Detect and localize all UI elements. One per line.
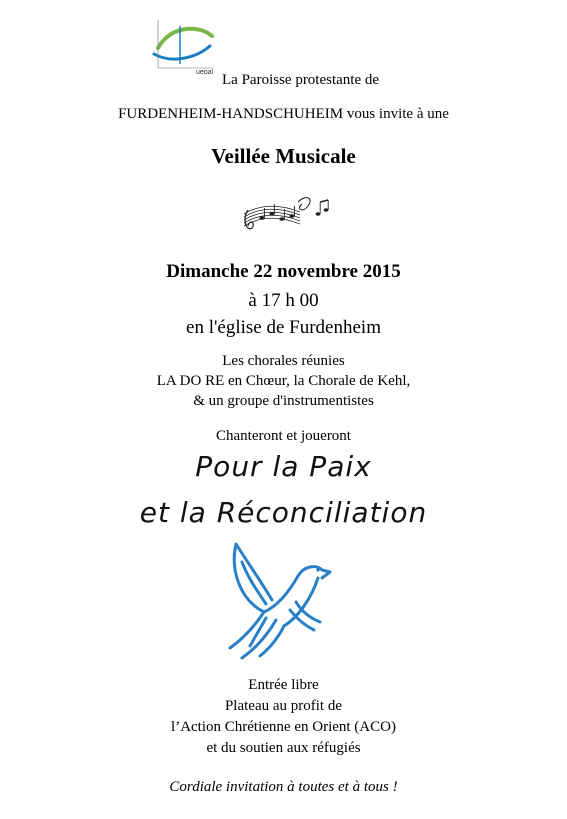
choirs-line-2: LA DO RE en Chœur, la Chorale de Kehl,	[156, 373, 411, 389]
details-line-1: Entrée libre	[248, 677, 319, 693]
event-time: à 17 h 00	[248, 290, 319, 311]
details-line-3: l’Action Chrétienne en Orient (ACO)	[171, 719, 396, 735]
closing-invitation: Cordiale invitation à toutes et à tous !	[169, 779, 398, 795]
details-line-4: et du soutien aux réfugiés	[206, 740, 361, 756]
theme-line-2: et la Réconciliation	[139, 496, 428, 529]
details-line-2: Plateau au profit de	[224, 698, 343, 714]
logo-text: uepal	[196, 69, 214, 74]
dove-icon	[206, 540, 340, 664]
intro-line-1: La Paroisse protestante de	[222, 72, 380, 88]
program-intro: Chanteront et joueront	[216, 428, 351, 444]
intro-line-2: FURDENHEIM-HANDSCHUHEIM vous invite à une	[118, 106, 449, 122]
theme-line-1: Pour la Paix	[195, 450, 372, 483]
choirs-line-3: & un groupe d'instrumentistes	[193, 393, 374, 409]
event-date: Dimanche 22 novembre 2015	[166, 261, 401, 282]
event-title: Veillée Musicale	[211, 144, 356, 168]
music-notes-icon	[240, 192, 332, 238]
uepal-logo	[150, 18, 216, 74]
event-place: en l'église de Furdenheim	[186, 317, 381, 338]
choirs-line-1: Les chorales réunies	[222, 353, 345, 369]
